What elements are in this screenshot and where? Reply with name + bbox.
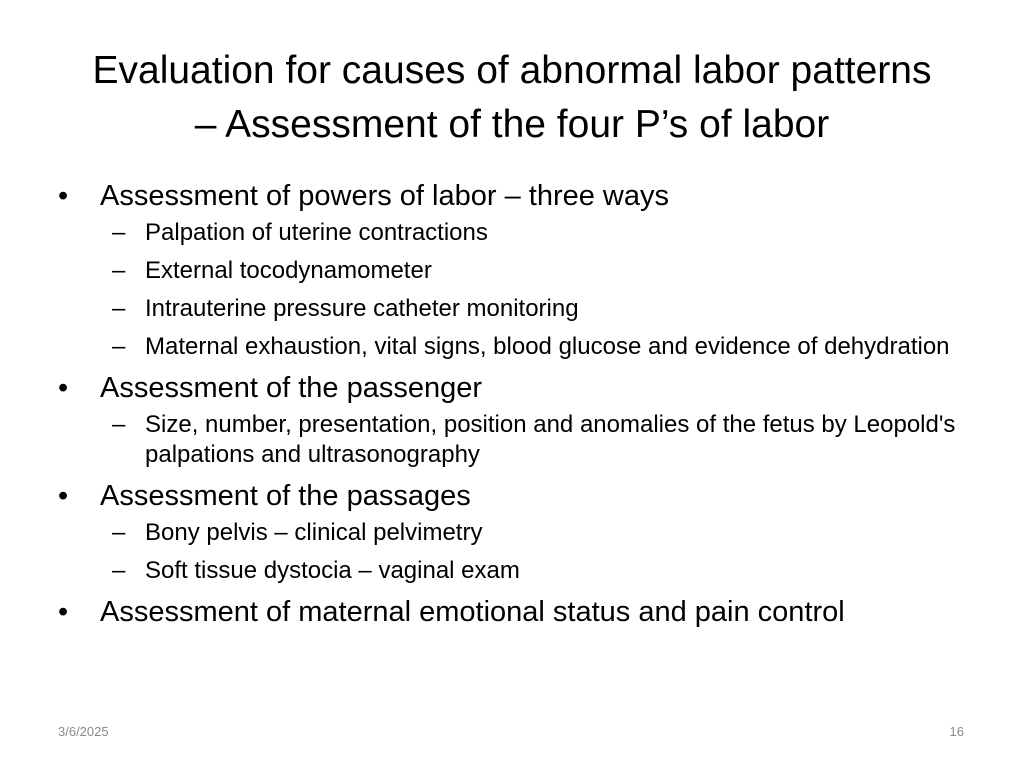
sub-item: [100, 556, 978, 586]
sub-list-passages: [100, 518, 978, 586]
dash-icon: [112, 332, 125, 362]
sub-list-powers: [100, 218, 978, 362]
bullet-list: [58, 178, 978, 634]
sub-item: [100, 294, 978, 324]
slide-title: [40, 44, 984, 152]
slide-title-line-2: – Assessment of the four P’s of labor: [194, 103, 830, 146]
slide-title-line-1: Evaluation for causes of abnormal labor patterns: [92, 49, 932, 92]
sub-item-text: Intrauterine pressure catheter monitoring: [145, 295, 579, 322]
sub-item: [100, 332, 978, 362]
sub-item-text: External tocodynamometer: [145, 257, 432, 284]
sub-list-passenger: [100, 410, 978, 470]
sub-item-text: Palpation of uterine contractions: [145, 219, 488, 246]
dash-icon: [112, 294, 125, 324]
sub-item-text: Soft tissue dystocia – vaginal exam: [145, 557, 520, 584]
bullet-item-passages: [58, 478, 978, 514]
sub-item: [100, 518, 978, 548]
bullet-icon: [58, 478, 78, 514]
bullet-icon: [58, 594, 78, 630]
bullet-item-passenger: [58, 370, 978, 406]
sub-item-text: Size, number, presentation, position and anomalies of the fetus by Leopold's palpations and ultrasonography: [145, 411, 956, 468]
dash-icon: [112, 518, 125, 548]
sub-item-text: Bony pelvis – clinical pelvimetry: [145, 519, 483, 546]
dash-icon: [112, 218, 125, 248]
bullet-item-emotional: [58, 594, 978, 630]
dash-icon: [112, 410, 125, 440]
sub-item: [100, 218, 978, 248]
bullet-item-powers: [58, 178, 978, 214]
footer-date: 3/6/2025: [58, 724, 109, 739]
bullet-text: Assessment of powers of labor – three ways: [100, 180, 669, 212]
bullet-icon: [58, 370, 78, 406]
sub-item: [100, 256, 978, 286]
bullet-text: Assessment of the passenger: [100, 372, 483, 404]
slide-number: 16: [949, 724, 964, 739]
sub-item: [100, 410, 978, 470]
bullet-icon: [58, 178, 78, 214]
dash-icon: [112, 556, 125, 586]
bullet-text: Assessment of the passages: [100, 480, 471, 512]
bullet-text: Assessment of maternal emotional status and pain control: [100, 596, 845, 628]
sub-item-text: Maternal exhaustion, vital signs, blood glucose and evidence of dehydration: [145, 333, 950, 360]
dash-icon: [112, 256, 125, 286]
